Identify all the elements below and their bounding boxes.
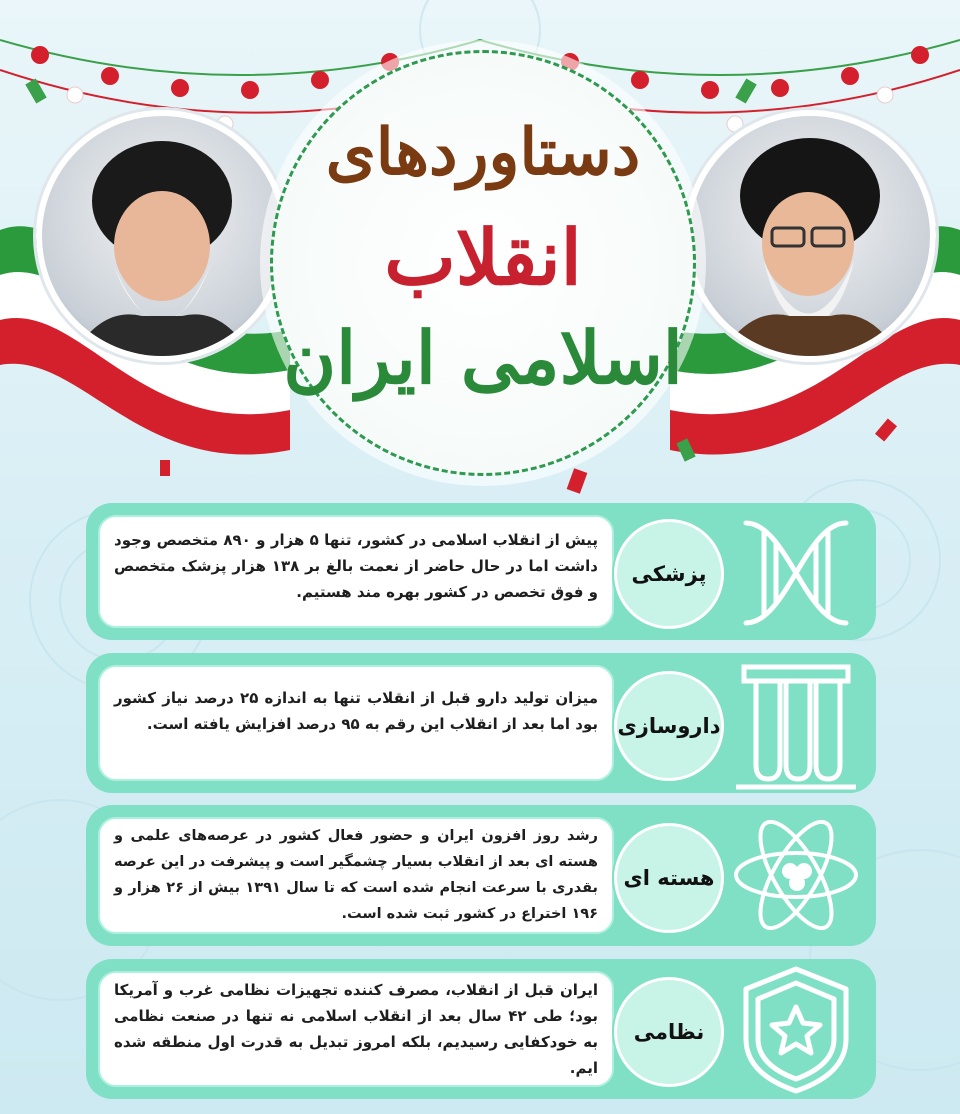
card-label-badge bbox=[614, 519, 724, 629]
card-text-box bbox=[98, 665, 614, 781]
card-label: پزشکی bbox=[631, 562, 707, 586]
card-military bbox=[86, 959, 876, 1099]
card-label-badge bbox=[614, 977, 724, 1087]
title-emblem bbox=[270, 50, 696, 476]
portrait-left bbox=[36, 110, 288, 362]
shield-star-icon bbox=[726, 959, 866, 1099]
card-text-box bbox=[98, 817, 614, 934]
card-label: نظامی bbox=[633, 1020, 705, 1044]
title-line-2: انقلاب bbox=[384, 213, 582, 302]
card-label: داروسازی bbox=[617, 714, 721, 738]
card-nuclear bbox=[86, 805, 876, 946]
card-text-box bbox=[98, 971, 614, 1087]
dna-icon bbox=[726, 503, 866, 643]
header-banner bbox=[0, 0, 960, 500]
card-label-badge bbox=[614, 671, 724, 781]
card-label-badge bbox=[614, 823, 724, 933]
title-line-3: اسلامی ایران bbox=[283, 315, 683, 400]
card-medicine bbox=[86, 503, 876, 640]
card-description: رشد روز افزون ایران و حضور فعال کشور در عرصه‌های علمی و هسته ای بعد از انقلاب بسیار چشمگیر است و پیشرفت در این عرصه بقدری با سرعت انجام شده است که تا سال ۱۳۹۱ بیش از ۲۶ هزار و ۱۹۶ اختراع در کشور ثبت شده است. bbox=[114, 828, 598, 922]
card-description: میزان تولید دارو قبل از انقلاب تنها به اندازه ۲۵ درصد نیاز کشور بود اما بعد از انقلاب این رقم به ۹۵ درصد افزایش یافته است. bbox=[114, 689, 599, 733]
card-text-box bbox=[98, 515, 614, 628]
card-label: هسته ای bbox=[623, 866, 715, 890]
card-description: پیش از انقلاب اسلامی در کشور، تنها ۵ هزار و ۸۹۰ متخصص وجود داشت اما در حال حاضر از نعمت بالغ بر ۱۳۸ هزار پزشک متخصص و فوق تخصص در کشور بهره مند هستیم. bbox=[114, 531, 599, 601]
test-tubes-icon bbox=[726, 655, 866, 795]
card-description: ایران قبل از انقلاب، مصرف کننده تجهیزات نظامی غرب و آمریکا بود؛ طی ۴۲ سال بعد از انقلاب اسلامی نه تنها در صنعت نظامی به خودکفایی رسیدیم، بلکه امروز تبدیل به قدرت اول منطقه شده ایم. bbox=[114, 981, 599, 1077]
card-pharmacy bbox=[86, 653, 876, 793]
portrait-right bbox=[684, 110, 936, 362]
portrait-right-figure bbox=[690, 116, 930, 356]
atom-icon bbox=[726, 805, 866, 945]
title-line-1: دستاوردهای bbox=[325, 115, 641, 190]
portrait-left-figure bbox=[42, 116, 282, 356]
